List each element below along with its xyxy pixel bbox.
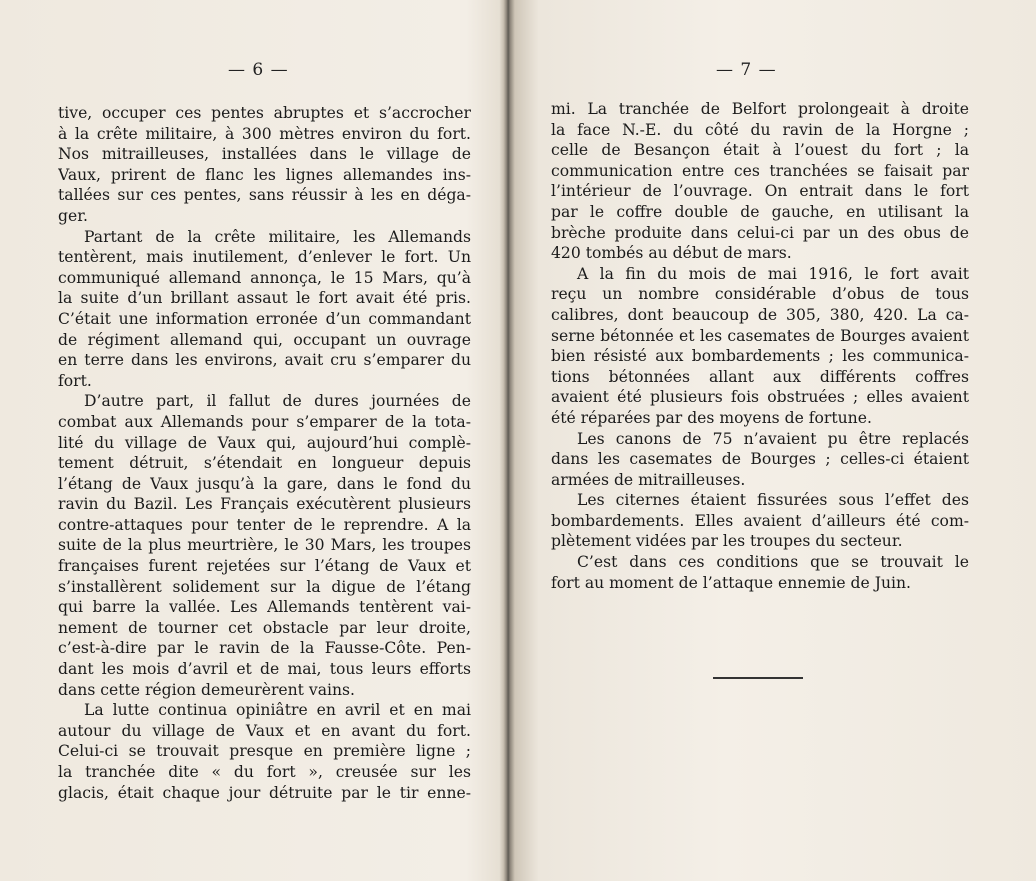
right-page <box>508 0 1036 881</box>
text-line: brèche produite dans celui-ci par un des obus de <box>551 223 969 242</box>
text-line: c’est-à-dire par le ravin de la Fausse-Côte. Pen- <box>58 639 471 658</box>
text-line: Les citernes étaient fissurées sous l’effet des <box>577 491 969 510</box>
text-line: françaises furent rejetées sur l’étang de Vaux et <box>58 557 471 576</box>
text-line: Vaux, prirent de flanc les lignes allemandes ins- <box>58 165 471 184</box>
text-line: Partant de la crête militaire, les Allemands <box>84 227 471 246</box>
text-line: par le coffre double de gauche, en utilisant la <box>551 202 969 221</box>
text-line: de régiment allemand qui, occupant un ouvrage <box>58 330 471 349</box>
end-rule <box>713 677 803 679</box>
text-line: C’est dans ces conditions que se trouvait le <box>577 553 969 572</box>
text-line: ger. <box>58 206 88 225</box>
text-line: s’installèrent solidement sur la digue de l’étang <box>58 577 471 596</box>
text-line: la face N.-E. du côté du ravin de la Horgne ; <box>551 120 969 139</box>
text-line: nement de tourner cet obstacle par leur droite, <box>58 618 471 637</box>
text-line: tive, occuper ces pentes abruptes et s’accrocher <box>58 104 471 122</box>
text-line: communiqué allemand annonça, le 15 Mars, qu’à <box>58 268 471 287</box>
text-line: dans les casemates de Bourges ; celles-ci étaient <box>551 450 969 469</box>
text-line: la tranchée dite « du fort », creusée sur les <box>58 763 471 781</box>
text-line: reçu un nombre considérable d’obus de tous <box>551 285 969 304</box>
text-line: tement détruit, s’étendait en longueur depuis <box>58 454 471 473</box>
text-line: été réparées par des moyens de fortune. <box>551 408 872 427</box>
text-line: l’intérieur de l’ouvrage. On entrait dans le fort <box>551 182 969 201</box>
text-line: qui barre la vallée. Les Allemands tentèrent vai- <box>58 598 471 617</box>
text-line: La lutte continua opiniâtre en avril et en mai <box>84 701 471 720</box>
text-line: avaient été plusieurs fois obstruées ; elles avaient <box>551 388 969 407</box>
text-line: dans cette région demeurèrent vains. <box>58 680 355 699</box>
text-line: autour du village de Vaux et en avant du fort. <box>58 721 471 740</box>
text-line: lité du village de Vaux qui, aujourd’hui complè- <box>58 433 471 452</box>
text-line: combat aux Allemands pour s’emparer de la tota- <box>58 412 471 431</box>
text-line: fort au moment de l’attaque ennemie de Juin. <box>551 573 911 592</box>
left-page <box>0 0 505 881</box>
text-line: serne bétonnée et les casemates de Bourges avaient <box>551 326 969 345</box>
text-line: calibres, dont beaucoup de 305, 380, 420. La ca- <box>551 305 969 324</box>
text-line: contre-attaques pour tenter de le reprendre. A la <box>58 515 471 534</box>
text-line: 420 tombés au début de mars. <box>551 244 792 263</box>
text-line: à la crête militaire, à 300 mètres environ du fort. <box>58 124 471 143</box>
text-line: A la fin du mois de mai 1916, le fort avait <box>577 264 969 283</box>
text-line: tallées sur ces pentes, sans réussir à les en déga- <box>58 186 471 205</box>
text-line: ravin du Bazil. Les Français exécutèrent plusieurs <box>58 495 471 514</box>
text-line: bombardements. Elles avaient d’ailleurs été com- <box>551 511 969 530</box>
page-number: — 7 — <box>716 60 777 80</box>
text-line: C’était une information erronée d’un commandant <box>58 309 471 328</box>
text-line: D’autre part, il fallut de dures journées de <box>84 392 471 411</box>
body-text <box>551 99 969 593</box>
text-line: Nos mitrailleuses, installées dans le village de <box>58 145 471 164</box>
text-line: l’étang de Vaux jusqu’à la gare, dans le fond du <box>58 474 471 493</box>
text-line: Celui-ci se trouvait presque en première ligne ; <box>58 742 471 761</box>
text-line: armées de mitrailleuses. <box>551 470 746 489</box>
text-line: plètement vidées par les troupes du secteur. <box>551 532 903 551</box>
text-line: mi. La tranchée de Belfort prolongeait à droite <box>551 100 969 118</box>
text-line: communication entre ces tranchées se faisait par <box>551 161 969 180</box>
text-line: celle de Besançon était à l’ouest du fort ; la <box>551 141 969 160</box>
text-line: Les canons de 75 n’avaient pu être replacés <box>577 429 969 448</box>
text-line: tions bétonnées allant aux différents coffres <box>551 367 969 386</box>
text-line: fort. <box>58 371 92 390</box>
text-line: la suite d’un brillant assaut le fort avait été pris. <box>58 289 471 308</box>
page-number: — 6 — <box>228 60 289 80</box>
text-line: bien résisté aux bombardements ; les communica- <box>551 347 969 366</box>
text-line: glacis, était chaque jour détruite par le tir enne- <box>58 783 471 802</box>
text-line: en terre dans les environs, avait cru s’emparer du <box>58 351 471 370</box>
text-line: dant les mois d’avril et de mai, tous leurs efforts <box>58 660 471 679</box>
text-line: suite de la plus meurtrière, le 30 Mars, les troupes <box>58 536 471 555</box>
body-text <box>58 103 471 803</box>
text-line: tentèrent, mais inutilement, d’enlever le fort. Un <box>58 248 471 267</box>
